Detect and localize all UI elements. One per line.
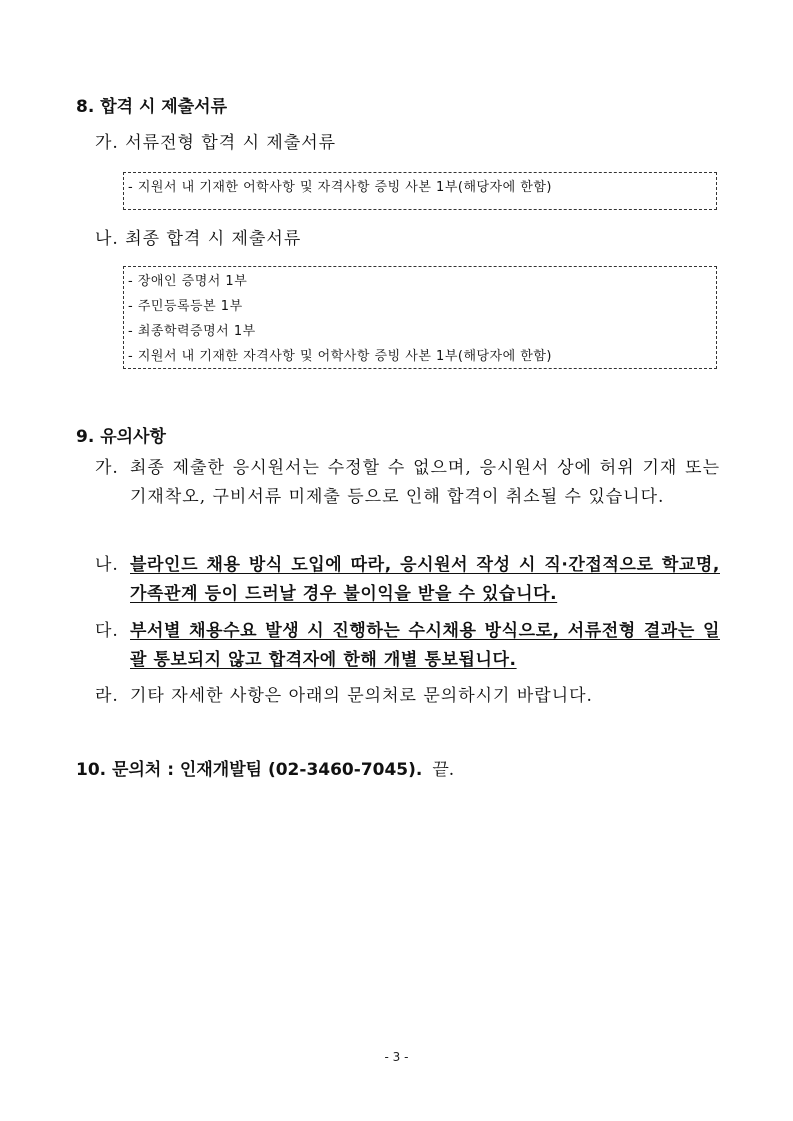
notice-item-b — [95, 551, 720, 609]
notice-marker: 가. — [95, 458, 119, 478]
contact-text: 10. 문의처 : 인재개발팀 (02-3460-7045). — [76, 760, 423, 780]
section-9-heading: 9. 유의사항 — [76, 427, 166, 447]
notice-text: 기타 자세한 사항은 아래의 문의처로 문의하시기 바랍니다. — [130, 686, 593, 706]
notice-item-a — [95, 454, 720, 512]
document-box-b — [123, 266, 717, 369]
notice-marker: 다. — [95, 621, 119, 641]
page-number: - 3 - — [384, 1050, 409, 1064]
box-b-line: - 지원서 내 기재한 자격사항 및 어학사항 증빙 사본 1부(해당자에 한함) — [128, 349, 552, 364]
notice-marker: 나. — [95, 555, 119, 575]
section-8-sub-b: 나. 최종 합격 시 제출서류 — [95, 229, 302, 249]
notice-text-underlined: 블라인드 채용 방식 도입에 따라, 응시원서 작성 시 직·간접적으로 학교명, 가족관계 등이 드러날 경우 불이익을 받을 수 있습니다. — [130, 555, 720, 604]
section-10-heading — [76, 759, 454, 781]
notice-text-underlined: 부서별 채용수요 발생 시 진행하는 수시채용 방식으로, 서류전형 결과는 일괄 통보되지 않고 합격자에 한해 개별 통보됩니다. — [130, 621, 720, 670]
document-box-a — [123, 172, 717, 210]
notice-item-d — [95, 682, 720, 711]
box-b-line: - 최종학력증명서 1부 — [128, 324, 256, 339]
box-b-line: - 주민등록등본 1부 — [128, 299, 243, 314]
notice-text: 최종 제출한 응시원서는 수정할 수 없으며, 응시원서 상에 허위 기재 또는 기재착오, 구비서류 미제출 등으로 인해 합격이 취소될 수 있습니다. — [130, 458, 720, 507]
notice-item-c — [95, 617, 720, 675]
end-mark: 끝. — [432, 760, 455, 780]
section-8-sub-a: 가. 서류전형 합격 시 제출서류 — [95, 133, 337, 153]
notice-marker: 라. — [95, 686, 119, 706]
box-a-line: - 지원서 내 기재한 어학사항 및 자격사항 증빙 사본 1부(해당자에 한함) — [128, 180, 552, 195]
section-8-heading: 8. 합격 시 제출서류 — [76, 97, 227, 117]
box-b-line: - 장애인 증명서 1부 — [128, 274, 248, 289]
